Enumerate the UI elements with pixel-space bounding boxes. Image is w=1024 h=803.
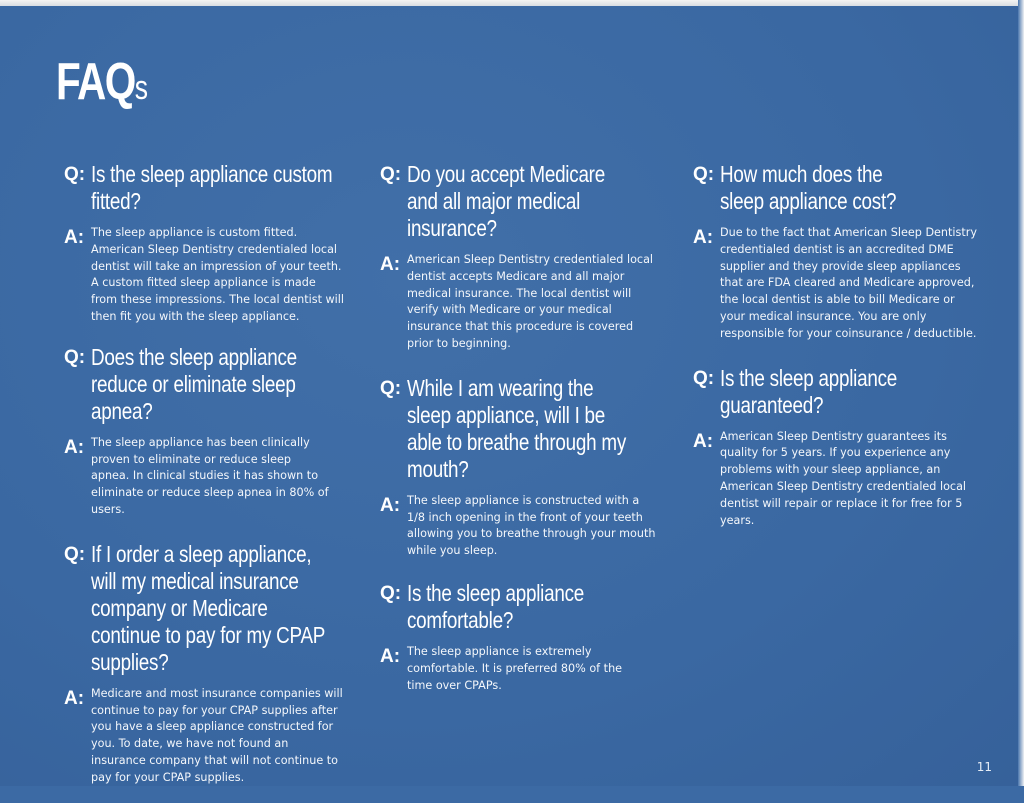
- faq-item: [64, 161, 344, 326]
- answer-row: [693, 429, 978, 530]
- answer-row: [64, 435, 344, 519]
- answer-text: Medicare and most insurance companies will continue to pay for your CPAP supplies after you have a sleep appliance constructed for you. To date, we have not found an insurance company that will not continue to pay for your CPAP supplies.: [91, 686, 343, 784]
- answer-row: [380, 252, 658, 353]
- answer-marker: A:: [64, 227, 85, 248]
- question-row: [380, 580, 658, 634]
- faq-item: [693, 365, 978, 530]
- question-marker: Q:: [380, 377, 402, 399]
- question-marker: Q:: [64, 543, 86, 565]
- question-marker: Q:: [693, 367, 715, 389]
- question-text: Do you accept Medicare and all major medical insurance?: [407, 161, 605, 241]
- page-number: 11: [976, 760, 992, 774]
- answer-text: American Sleep Dentistry guarantees its quality for 5 years. If you experience any problems with your sleep appliance, an American Sleep Dentistry credentialed local dentist will repair or replace it for free for 5 years.: [720, 429, 967, 527]
- question-row: [64, 541, 344, 676]
- question-text: Is the sleep appliance comfortable?: [407, 579, 585, 633]
- answer-row: [64, 225, 344, 326]
- answer-marker: A:: [380, 254, 401, 275]
- question-text: If I order a sleep appliance, will my medical insurance company or Medicare continue to pay for my CPAP supplies?: [91, 540, 325, 675]
- answer-row: [693, 225, 978, 343]
- question-text: Is the sleep appliance custom fitted?: [91, 161, 333, 214]
- question-text: Does the sleep appliance reduce or eliminate sleep apnea?: [91, 343, 297, 424]
- question-marker: Q:: [380, 164, 402, 185]
- question-row: [693, 161, 978, 215]
- faq-column-2: [380, 161, 658, 710]
- question-row: [64, 344, 344, 425]
- answer-text: The sleep appliance is extremely comfortable. It is preferred 80% of the time over CPAPs.: [407, 644, 623, 692]
- faq-item: [380, 580, 658, 694]
- question-marker: Q:: [64, 164, 86, 185]
- answer-marker: A:: [693, 227, 714, 248]
- faq-item: [693, 161, 978, 343]
- question-marker: Q:: [64, 346, 86, 368]
- answer-marker: A:: [380, 494, 401, 516]
- question-text: While I am wearing the sleep appliance, will I be able to breathe through my mouth?: [407, 374, 627, 482]
- answer-text: The sleep appliance is constructed with a 1/8 inch opening in the front of your teeth allowing you to breathe through your mouth while you sleep.: [407, 493, 656, 558]
- answer-text: The sleep appliance has been clinically proven to eliminate or reduce sleep apnea. In clinical studies it has shown to eliminate or reduce sleep apnea in 80% of users.: [91, 435, 329, 516]
- question-row: [693, 365, 978, 419]
- question-marker: Q:: [380, 582, 402, 604]
- answer-marker: A:: [64, 436, 85, 458]
- answer-text: American Sleep Dentistry credentialed local dentist accepts Medicare and all major medical insurance. The local dentist will verify with Medicare or your medical insurance that this procedure is covered prior to beginning.: [407, 253, 654, 350]
- answer-text: Due to the fact that American Sleep Dentistry credentialed dentist is an accredited DME supplier and they provide sleep appliances that are FDA cleared and Medicare approved, the local dentist is able to bill Medicare or your medical insurance. You are only responsible for your coinsurance / deductible.: [720, 226, 977, 340]
- answer-marker: A:: [380, 645, 401, 667]
- answer-row: [64, 686, 344, 787]
- answer-row: [380, 493, 658, 560]
- question-row: [64, 161, 344, 215]
- faq-item: [380, 375, 658, 560]
- faq-page: [0, 6, 1018, 786]
- faq-item: [64, 541, 344, 787]
- answer-marker: A:: [693, 430, 714, 452]
- question-row: [380, 375, 658, 483]
- faq-column-1: [64, 161, 344, 803]
- answer-marker: A:: [64, 687, 85, 709]
- question-text: Is the sleep appliance guaranteed?: [720, 364, 898, 418]
- faq-item: [380, 161, 658, 353]
- question-marker: Q:: [693, 164, 715, 185]
- question-text: How much does the sleep appliance cost?: [720, 161, 897, 214]
- answer-text: The sleep appliance is custom fitted. American Sleep Dentistry credentialed local dentist will take an impression of your teeth. A custom fitted sleep appliance is made from these impressions. The local dentist will then fit you with the sleep appliance.: [91, 226, 345, 323]
- faq-column-3: [693, 161, 978, 545]
- question-row: [380, 161, 658, 242]
- page-edge-right: [1018, 0, 1024, 786]
- faq-item: [64, 344, 344, 519]
- page-title: FAQs: [56, 53, 148, 111]
- answer-row: [380, 644, 658, 694]
